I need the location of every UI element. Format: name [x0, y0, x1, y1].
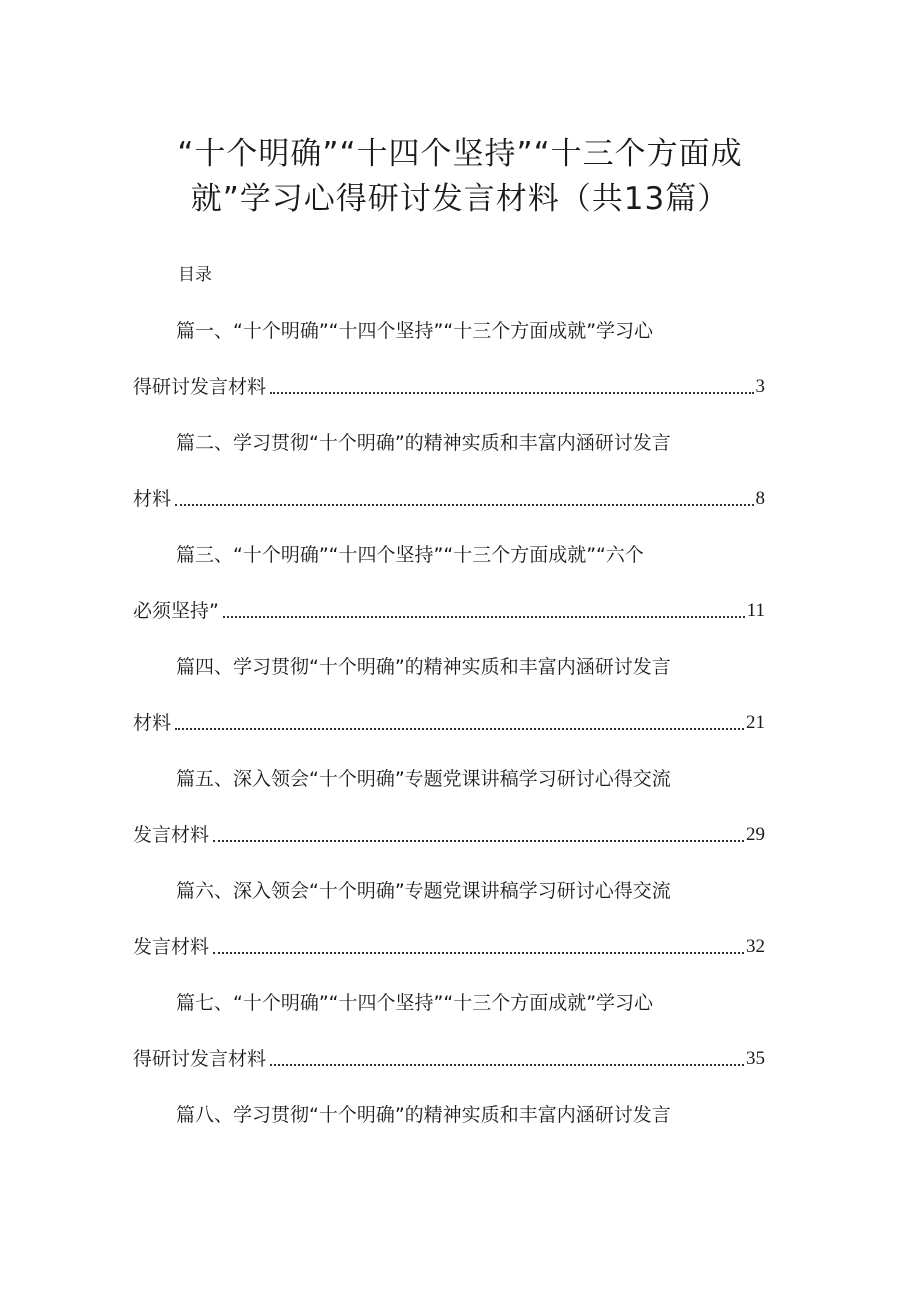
- toc-heading: 目录: [178, 265, 212, 285]
- dot-leader: [175, 503, 753, 506]
- toc-page-number: 35: [746, 1048, 765, 1069]
- toc-page-number: 21: [746, 712, 765, 733]
- toc-page-number: 32: [746, 936, 765, 957]
- title-line-2: 就”学习心得研讨发言材料（共13篇）: [190, 181, 730, 217]
- toc-entry-continuation[interactable]: [133, 1046, 765, 1072]
- toc-entry-continuation[interactable]: [133, 374, 765, 400]
- toc-entry-title[interactable]: 篇八、学习贯彻“十个明确”的精神实质和丰富内涵研讨发言: [176, 1104, 671, 1126]
- toc-page-number: 3: [755, 376, 765, 397]
- toc-entry-title[interactable]: 篇二、学习贯彻“十个明确”的精神实质和丰富内涵研讨发言: [176, 432, 671, 454]
- toc-entry-continuation[interactable]: [133, 710, 765, 736]
- toc-entry-continuation[interactable]: [133, 486, 765, 512]
- dot-leader: [270, 391, 753, 394]
- toc-entry-title-end: 得研讨发言材料: [133, 376, 267, 398]
- toc-entry-title[interactable]: 篇五、深入领会“十个明确”专题党课讲稿学习研讨心得交流: [176, 768, 671, 790]
- toc-entry-title[interactable]: 篇七、“十个明确”“十四个坚持”“十三个方面成就”学习心: [176, 992, 654, 1014]
- dot-leader: [175, 727, 744, 730]
- toc-entry-continuation[interactable]: [133, 822, 765, 848]
- toc-page-number: 29: [746, 824, 765, 845]
- document-title: [120, 132, 800, 222]
- title-line-1: “十个明确”“十四个坚持”“十三个方面成: [177, 136, 743, 172]
- dot-leader: [270, 1063, 744, 1066]
- toc-page-number: 8: [755, 488, 765, 509]
- toc-entry-title-end: 材料: [133, 712, 172, 734]
- toc-entry-title-end: 发言材料: [133, 824, 210, 846]
- toc-entry-title[interactable]: 篇一、“十个明确”“十四个坚持”“十三个方面成就”学习心: [176, 320, 654, 342]
- toc-entry-title[interactable]: 篇三、“十个明确”“十四个坚持”“十三个方面成就”“六个: [176, 544, 644, 566]
- dot-leader: [223, 615, 745, 618]
- dot-leader: [213, 951, 744, 954]
- toc-entry-title[interactable]: 篇六、深入领会“十个明确”专题党课讲稿学习研讨心得交流: [176, 880, 671, 902]
- toc-entry-continuation[interactable]: [133, 598, 765, 624]
- toc-entry-title-end: 材料: [133, 488, 172, 510]
- toc-entry-title-end: 得研讨发言材料: [133, 1048, 267, 1070]
- toc-entry-title-end: 发言材料: [133, 936, 210, 958]
- toc-entry-continuation[interactable]: [133, 934, 765, 960]
- toc-entry-title[interactable]: 篇四、学习贯彻“十个明确”的精神实质和丰富内涵研讨发言: [176, 656, 671, 678]
- toc-page-number: 11: [746, 600, 765, 621]
- dot-leader: [213, 839, 744, 842]
- toc-entry-title-end: 必须坚持”: [133, 600, 219, 622]
